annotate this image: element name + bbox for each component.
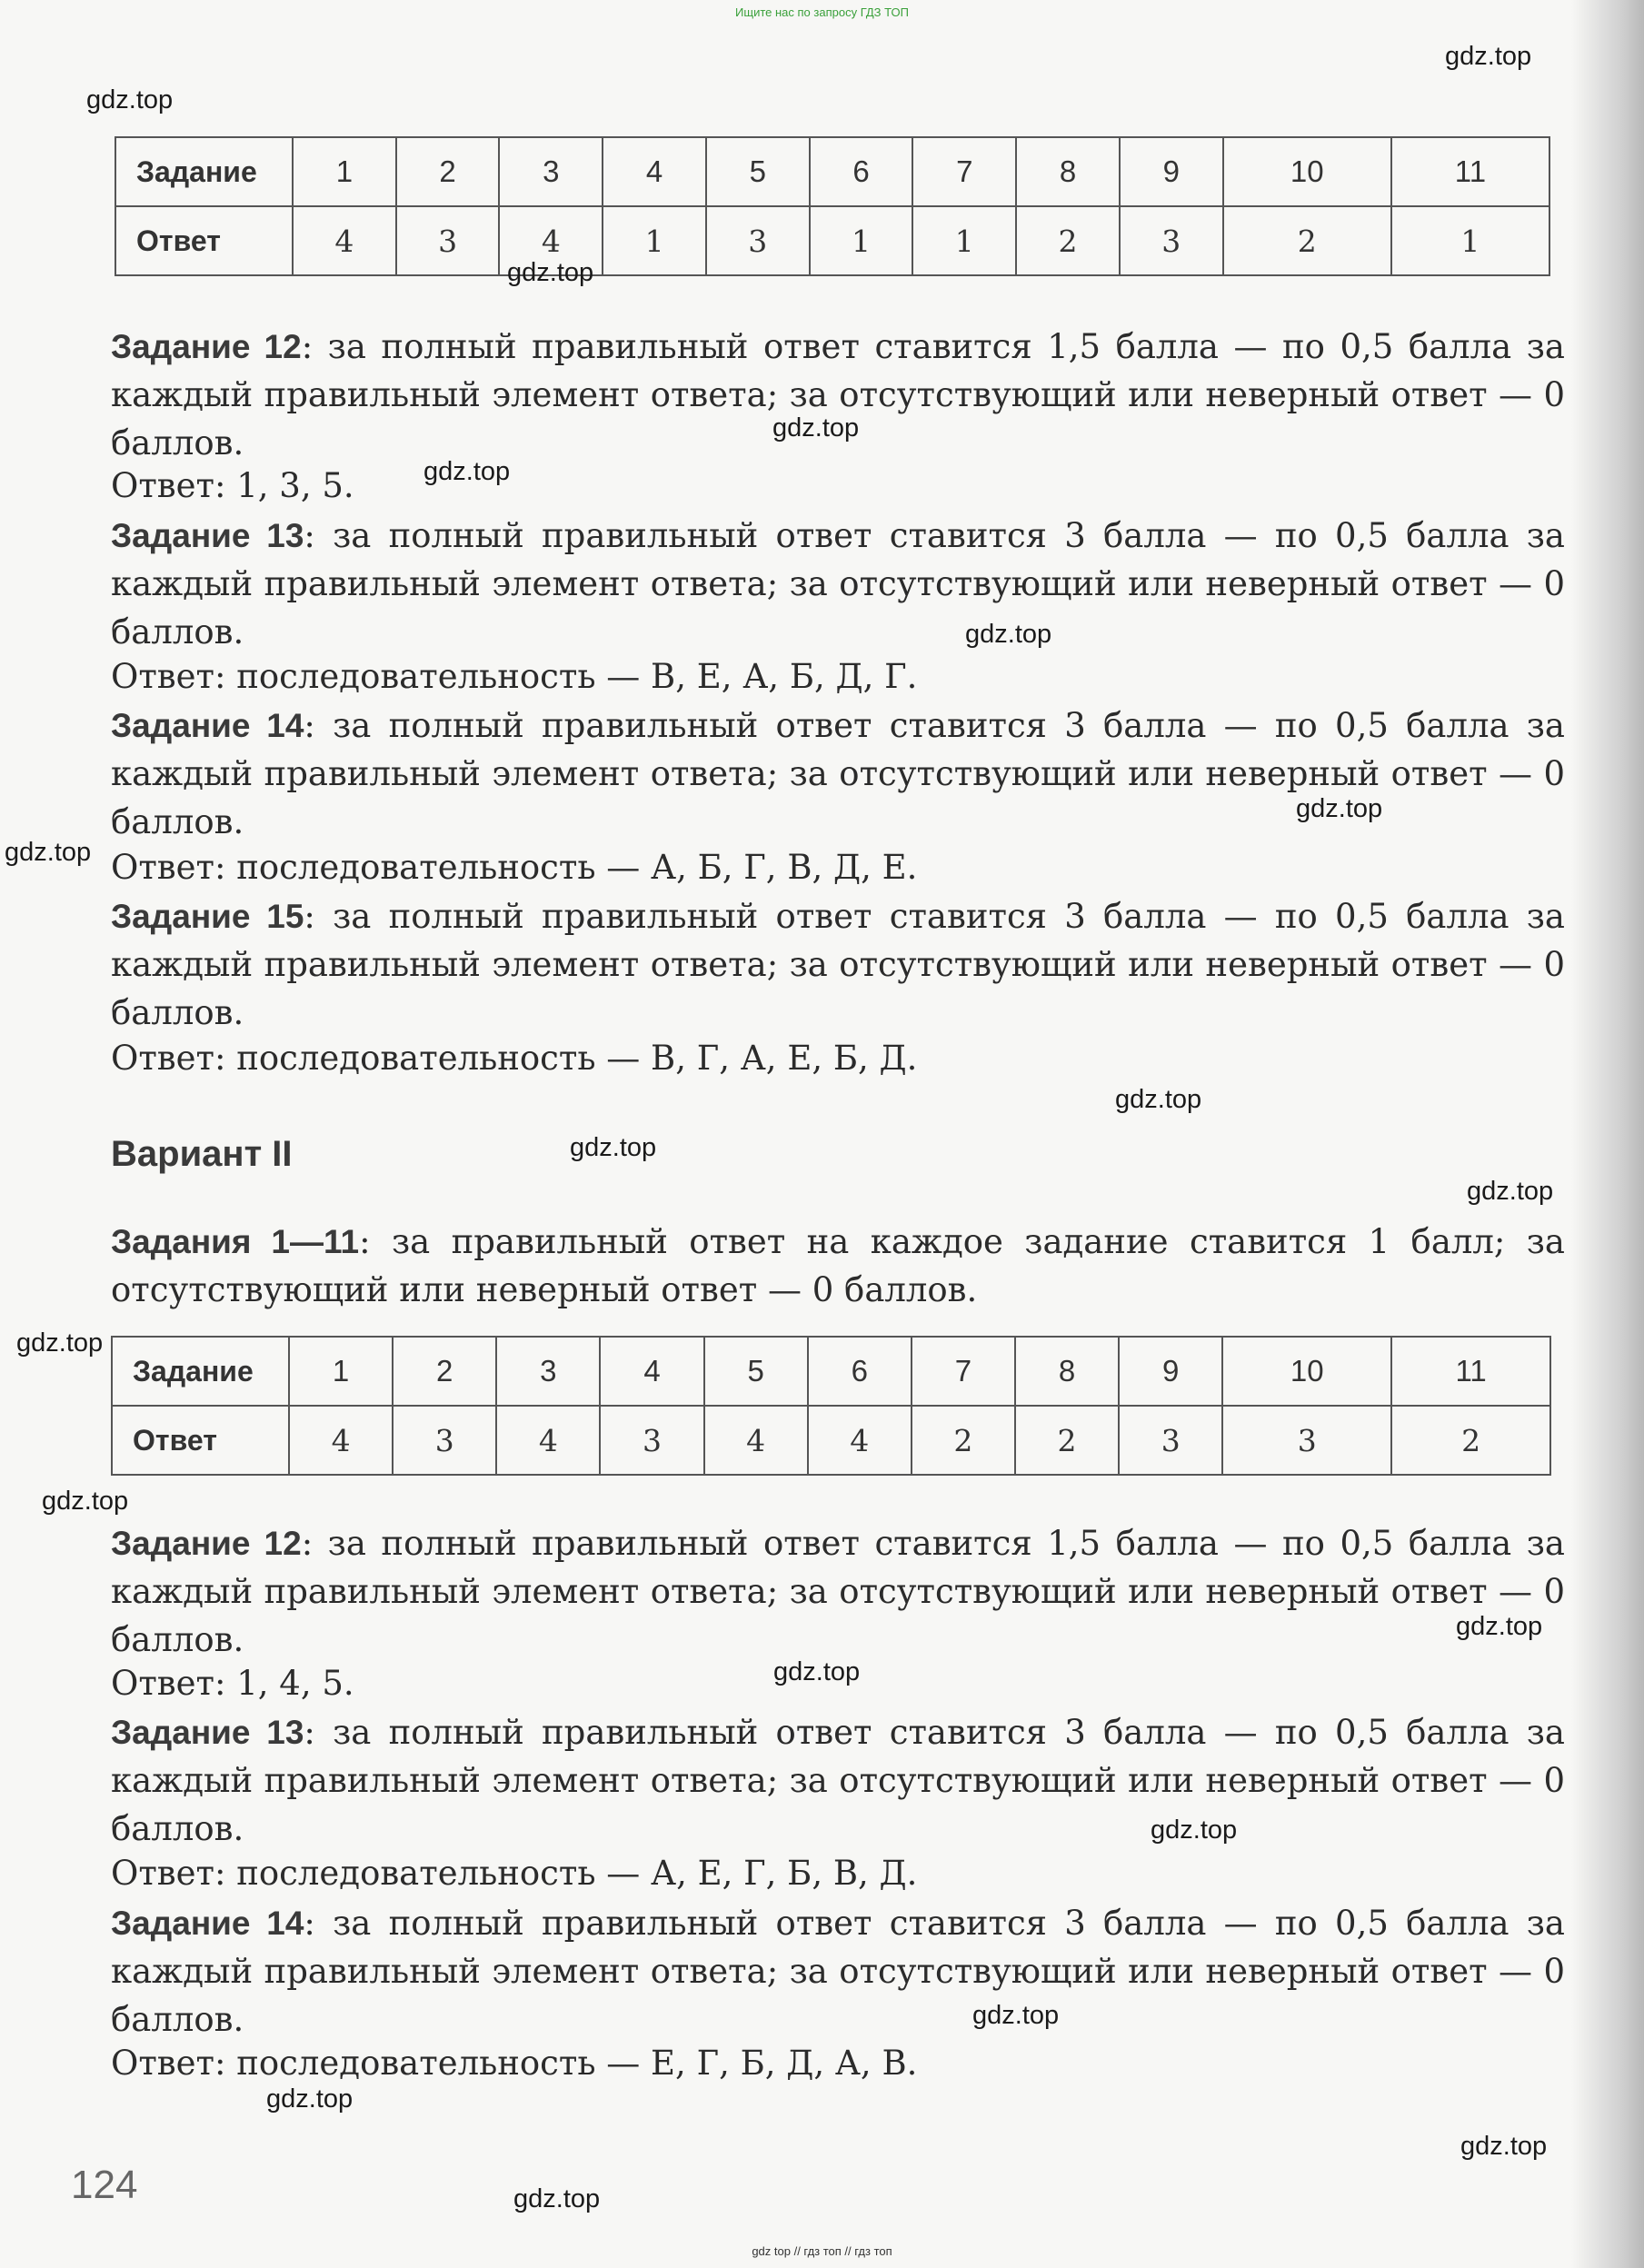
top-note: Ищите нас по запросу ГДЗ ТОП: [735, 5, 909, 19]
answer-cell: 2: [1015, 1406, 1119, 1475]
task-number-cell: 5: [706, 137, 810, 206]
answer-cell: 2: [912, 1406, 1015, 1475]
task-13-answer: Ответ: последовательность — В, Е, А, Б, Д, Г.: [111, 657, 918, 696]
task-text: : за полный правильный ответ ставится 1,5 балла — по 0,5 балла за каждый правильный элемент ответа; за отсутствующий или неверный ответ — 0 баллов.: [111, 1524, 1565, 1659]
table-row-answers: [112, 1406, 1550, 1475]
watermark: gdz.top: [5, 838, 92, 867]
answer-cell: 1: [603, 206, 706, 275]
answer-cell: 4: [704, 1406, 808, 1475]
watermark: gdz.top: [772, 413, 860, 443]
watermark: gdz.top: [965, 620, 1052, 649]
watermark: gdz.top: [972, 2001, 1060, 2030]
watermark: gdz.top: [507, 258, 594, 287]
task-14-rule: [111, 701, 1565, 846]
answer-cell: 4: [289, 1406, 393, 1475]
task-text: : за полный правильный ответ ставится 3 балла — по 0,5 балла за каждый правильный элемент ответа; за отсутствующий или неверный ответ — 0 баллов.: [111, 706, 1565, 841]
watermark: gdz.top: [86, 85, 174, 114]
watermark: gdz.top: [1115, 1085, 1202, 1114]
answer-cell: 4: [293, 206, 396, 275]
v2-task-12-rule: [111, 1519, 1565, 1664]
answer-cell: 3: [1222, 1406, 1391, 1475]
watermark: gdz.top: [1460, 2132, 1548, 2161]
page-edge-shadow: [1571, 0, 1644, 2268]
task-text: : за полный правильный ответ ставится 3 балла — по 0,5 балла за каждый правильный элемент ответа; за отсутствующий или неверный ответ — 0 баллов.: [111, 516, 1565, 652]
row-label-answer: Ответ: [112, 1406, 289, 1475]
v2-task-13-rule: [111, 1708, 1565, 1853]
task-number-cell: 7: [912, 137, 1016, 206]
table-row-tasks: [115, 137, 1549, 206]
task-12-answer: Ответ: 1, 3, 5.: [111, 466, 354, 505]
watermark: gdz.top: [1296, 794, 1383, 823]
task-number-cell: 3: [496, 1337, 600, 1406]
row-label-task: Задание: [112, 1337, 289, 1406]
task-label: Задание 13: [111, 1714, 304, 1751]
answer-cell: 3: [396, 206, 500, 275]
task-text: : за полный правильный ответ ставится 1,5 балла — по 0,5 балла за каждый правильный элемент ответа; за отсутствующий или неверный ответ — 0 баллов.: [111, 327, 1565, 463]
task-number-cell: 9: [1119, 1337, 1222, 1406]
task-label: Задание 14: [111, 1905, 304, 1942]
answer-cell: 3: [1120, 206, 1223, 275]
watermark: gdz.top: [570, 1133, 657, 1162]
task-label: Задание 15: [111, 898, 304, 935]
watermark: gdz.top: [423, 457, 511, 486]
task-number-cell: 6: [810, 137, 913, 206]
answer-cell: 3: [1119, 1406, 1222, 1475]
task-12-rule: [111, 323, 1565, 467]
answer-cell: 3: [600, 1406, 703, 1475]
watermark: gdz.top: [16, 1328, 104, 1358]
watermark: gdz.top: [513, 2184, 601, 2213]
task-text: : за полный правильный ответ ставится 3 балла — по 0,5 балла за каждый правильный элемент ответа; за отсутствующий или неверный ответ — 0 баллов.: [111, 1904, 1565, 2039]
watermark: gdz.top: [1456, 1612, 1543, 1641]
watermark: gdz.top: [42, 1487, 129, 1516]
row-label-task: Задание: [115, 137, 293, 206]
task-number-cell: 10: [1222, 1337, 1391, 1406]
task-label: Задания 1—11: [111, 1223, 360, 1260]
task-number-cell: 11: [1391, 137, 1549, 206]
task-number-cell: 2: [396, 137, 500, 206]
row-label-answer: Ответ: [115, 206, 293, 275]
answer-cell: 4: [808, 1406, 912, 1475]
task-15-rule: [111, 892, 1565, 1037]
watermark: gdz.top: [773, 1657, 861, 1686]
task-label: Задание 12: [111, 328, 302, 365]
tasks-1-11-rule: [111, 1218, 1565, 1314]
task-number-cell: 4: [600, 1337, 703, 1406]
answer-cell: 2: [1223, 206, 1391, 275]
task-number-cell: 11: [1391, 1337, 1550, 1406]
task-text: : за полный правильный ответ ставится 3 балла — по 0,5 балла за каждый правильный элемент ответа; за отсутствующий или неверный ответ — 0 баллов.: [111, 1713, 1565, 1848]
watermark: gdz.top: [266, 2084, 354, 2114]
task-13-rule: [111, 512, 1565, 656]
task-number-cell: 9: [1120, 137, 1223, 206]
v2-task-13-answer: Ответ: последовательность — А, Е, Г, Б, В, Д.: [111, 1854, 918, 1893]
task-number-cell: 1: [289, 1337, 393, 1406]
watermark: gdz.top: [1467, 1177, 1554, 1206]
answer-cell: 2: [1016, 206, 1120, 275]
bottom-note: gdz top // гдз топ // гдз топ: [752, 2244, 892, 2258]
page-number: 124: [71, 2163, 138, 2207]
variant-2-heading: Вариант II: [111, 1134, 293, 1174]
task-14-answer: Ответ: последовательность — А, Б, Г, В, Д, Е.: [111, 848, 918, 887]
task-label: Задание 13: [111, 517, 304, 554]
answer-cell: 2: [1391, 1406, 1550, 1475]
task-number-cell: 8: [1015, 1337, 1119, 1406]
watermark: gdz.top: [1445, 42, 1532, 71]
table-row-answers: [115, 206, 1549, 275]
task-number-cell: 4: [603, 137, 706, 206]
answer-cell: 4: [499, 206, 603, 275]
answer-cell: 3: [706, 206, 810, 275]
watermark: gdz.top: [1151, 1815, 1238, 1845]
task-number-cell: 1: [293, 137, 396, 206]
task-number-cell: 8: [1016, 137, 1120, 206]
task-number-cell: 7: [912, 1337, 1015, 1406]
table-row-tasks: [112, 1337, 1550, 1406]
answer-cell: 1: [912, 206, 1016, 275]
task-number-cell: 6: [808, 1337, 912, 1406]
answer-cell: 1: [1391, 206, 1549, 275]
task-number-cell: 5: [704, 1337, 808, 1406]
v2-task-14-rule: [111, 1899, 1565, 2044]
task-text: : за полный правильный ответ ставится 3 балла — по 0,5 балла за каждый правильный элемент ответа; за отсутствующий или неверный ответ — 0 баллов.: [111, 897, 1565, 1032]
answer-cell: 4: [496, 1406, 600, 1475]
v2-task-14-answer: Ответ: последовательность — Е, Г, Б, Д, А, В.: [111, 2044, 918, 2083]
task-text: : за правильный ответ на каждое задание ставится 1 балл; за отсутствующий или неверный ответ — 0 баллов.: [111, 1222, 1565, 1309]
answer-cell: 3: [393, 1406, 496, 1475]
task-label: Задание 12: [111, 1525, 302, 1562]
v2-task-12-answer: Ответ: 1, 4, 5.: [111, 1664, 354, 1703]
answer-cell: 1: [810, 206, 913, 275]
task-number-cell: 3: [499, 137, 603, 206]
task-label: Задание 14: [111, 707, 304, 744]
answer-table-variant-1: [115, 136, 1550, 276]
answer-table-variant-2: [111, 1336, 1551, 1476]
task-15-answer: Ответ: последовательность — В, Г, А, Е, Б, Д.: [111, 1039, 918, 1078]
task-number-cell: 2: [393, 1337, 496, 1406]
task-number-cell: 10: [1223, 137, 1391, 206]
